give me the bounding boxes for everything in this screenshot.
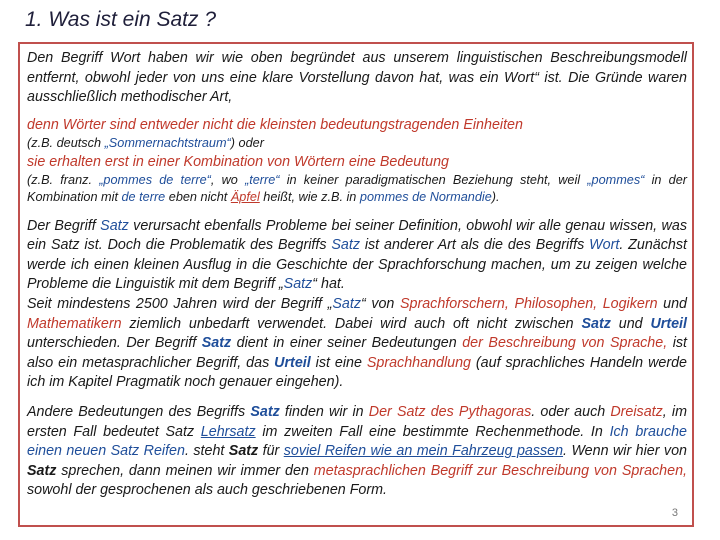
text-span: Andere Bedeutungen des Begriffs <box>27 403 251 420</box>
text-span: unterschieden. Der Begriff <box>27 335 202 352</box>
page-title: 1. Was ist ein Satz ? <box>25 8 217 31</box>
example-word-underlined: Äpfel <box>230 190 260 205</box>
text-span: , wo <box>210 173 245 188</box>
text-span: ist also ein metasprachlicher Begriff, das <box>27 335 688 371</box>
term-dreisatz: Dreisatz <box>610 403 663 420</box>
text-span: (z.B. franz. <box>27 173 100 188</box>
term-metasprachlich: metasprachlichen Begriff zur Beschreibung von Sprachen, <box>313 462 687 479</box>
text-span: . Zunächst werde ich einen kleinen Ausflug in die Geschichte der Sprachforschung machen, um zu zeigen welche Probleme die Linguistik mit dem Begriff „ <box>27 237 687 293</box>
term-satz: Satz <box>332 295 361 312</box>
meanings-paragraph <box>27 403 687 501</box>
text-span: in keiner paradigmatischen Beziehung steht, weil <box>279 173 588 188</box>
term-satz: Satz <box>283 276 313 293</box>
text-span: haben wir wie oben begründet aus unserem linguistischen Beschreibungsmodell entfernt, obwohl jeder von uns eine klare Vorstellung davon hat, was ein Wort“ ist. Die Gründe waren ausschließlich methodischer Art, <box>27 50 687 106</box>
example-word: „pommes“ <box>587 173 645 188</box>
content-frame <box>18 42 694 527</box>
term-satz: Satz <box>27 462 57 479</box>
text-span: (z.B. deutsch <box>27 136 105 151</box>
term-wort: Wort <box>110 50 141 66</box>
example-word: „Sommernachtstraum“ <box>104 136 231 151</box>
text-span: sprechen, dann meinen wir immer den <box>56 462 314 479</box>
example-word: pommes de Normandie <box>359 190 492 205</box>
term-pythagoras: Der Satz des Pythagoras <box>368 403 532 420</box>
text-span: “ hat. <box>312 276 345 293</box>
example-two <box>27 172 687 206</box>
text-span: und <box>657 295 687 312</box>
text-span: ist eine <box>310 354 367 371</box>
text-span: finden wir in <box>279 403 369 420</box>
example-one <box>27 135 687 152</box>
text-span: Der Begriff <box>27 217 101 234</box>
text-span: ist anderer Art als die des Begriffs <box>359 237 590 254</box>
page-number: 3 <box>671 507 678 519</box>
text-span: heißt, wie z.B. in <box>259 190 360 205</box>
example-word: „terre“ <box>245 173 280 188</box>
text-span: und <box>610 315 651 332</box>
term-satz: Satz <box>100 217 129 234</box>
reason-one: denn Wörter sind entweder nicht die kleinsten bedeutungstragenden Einheiten <box>27 116 523 133</box>
history-paragraph <box>27 295 687 393</box>
text-span: . oder auch <box>531 403 611 420</box>
text-span: (auf sprachliches Handeln werde ich im Kapitel Pragmatik noch genauer eingehen). <box>27 354 688 391</box>
text-span: eben nicht <box>165 190 231 205</box>
text-span: für <box>258 443 284 460</box>
text-span: im zweiten Fall eine bestimmte Rechenmethode. In <box>255 423 610 440</box>
text-span: sowohl der gesprochenen als auch geschriebenen Form. <box>27 482 388 499</box>
term-wort: Wort <box>589 237 620 254</box>
text-span: “ von <box>360 295 400 312</box>
text-span: dient in einer seiner Bedeutungen <box>231 335 463 352</box>
example-word: „pommes de terre“ <box>99 173 211 188</box>
text-span: Seit mindestens 2500 Jahren wird der Begriff „ <box>27 295 333 312</box>
term-satz: Satz <box>250 403 280 420</box>
text-span: ) oder <box>230 136 264 151</box>
term-satz: Satz <box>201 335 232 352</box>
intro-paragraph <box>27 49 687 108</box>
example-word: de terre <box>121 190 166 205</box>
term-groups: Sprachforschern, Philosophen, Logikern <box>399 295 658 312</box>
text-span: , im ersten Fall bedeutet Satz <box>27 403 688 440</box>
term-satz: Satz <box>331 237 360 254</box>
term-urteil: Urteil <box>274 354 311 371</box>
reason-two: sie erhalten erst in einer Kombination von Wörtern eine Bedeutung <box>27 153 450 170</box>
text-span: in der Kombination mit <box>27 173 687 205</box>
term-lehrsatz: Lehrsatz <box>200 423 256 440</box>
term-reifen-definition: soviel Reifen wie an mein Fahrzeug passen <box>283 443 564 460</box>
text-span: ). <box>491 190 500 205</box>
satz-paragraph <box>27 217 687 295</box>
text-span: . Wenn wir hier von <box>563 443 687 460</box>
term-sprachhandlung: Sprachhandlung <box>366 354 471 371</box>
text-span: ziemlich unbedarft verwendet. Dabei wird auch oft nicht zwischen <box>121 315 582 332</box>
term-mathematiker: Mathematikern <box>27 315 122 332</box>
text-span: . steht <box>184 443 229 460</box>
term-urteil: Urteil <box>650 315 687 332</box>
term-satz: Satz <box>581 315 611 332</box>
term-beschreibung: der Beschreibung von Sprache, <box>462 335 668 352</box>
text-span: Den Begriff <box>27 50 111 66</box>
term-satz: Satz <box>228 443 259 460</box>
text-span: verursacht ebenfalls Probleme bei seiner Definition, obwohl wir alle genau wissen, was ein Satz ist. Doch die Problematik des Begriffs <box>27 217 687 254</box>
example-sentence: Ich brauche einen neuen Satz Reifen <box>27 423 687 460</box>
